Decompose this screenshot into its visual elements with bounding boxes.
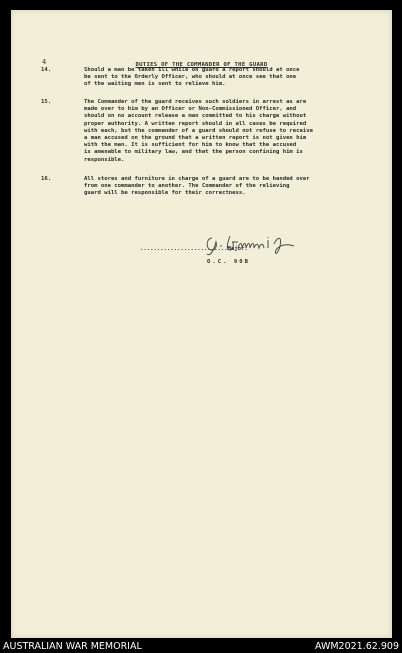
paragraph-text: Should a man be taken ill while on guard a report should at once be sent to the Orderly Officer, who should at once see that one of the waiting men is sent to relieve him.: [84, 67, 300, 88]
page-corner-mark: 4: [42, 58, 47, 66]
paragraph-number: 14.: [41, 67, 52, 73]
paragraph-text: All stores and furniture in charge of a guard are to be handed over from one commander to another. The Commander of the relieving guard will be responsible for their correctness.: [84, 176, 310, 197]
paragraph-number: 16.: [41, 176, 52, 182]
accession-number: AWM2021.62.909: [314, 641, 399, 652]
document-heading: DUTIES OF THE COMMANDER OF THE GUARD: [135, 62, 268, 68]
paragraph-text: The Commander of the guard receives such soldiers in arrest as are made over to him by an Officer or Non-Commissioned Officer, and should on no account release a man committed to his charge without proper authority. A written report should in all cases be required with each, but the commander of a guard should not refuse to receive a man accused on the ground that a written report is not given him with the man. It is sufficient for him to know that the accused is amenable to military law, and that the person confining him is responsible.: [84, 99, 314, 163]
signature-line: ..........................Major.: [140, 246, 248, 252]
handwritten-signature: [204, 232, 324, 258]
paragraph-number: 15.: [41, 99, 52, 105]
signature-title: O.C. 90B: [207, 259, 250, 265]
institution-caption: AUSTRALIAN WAR MEMORIAL: [3, 641, 142, 652]
document-page: [11, 10, 392, 638]
